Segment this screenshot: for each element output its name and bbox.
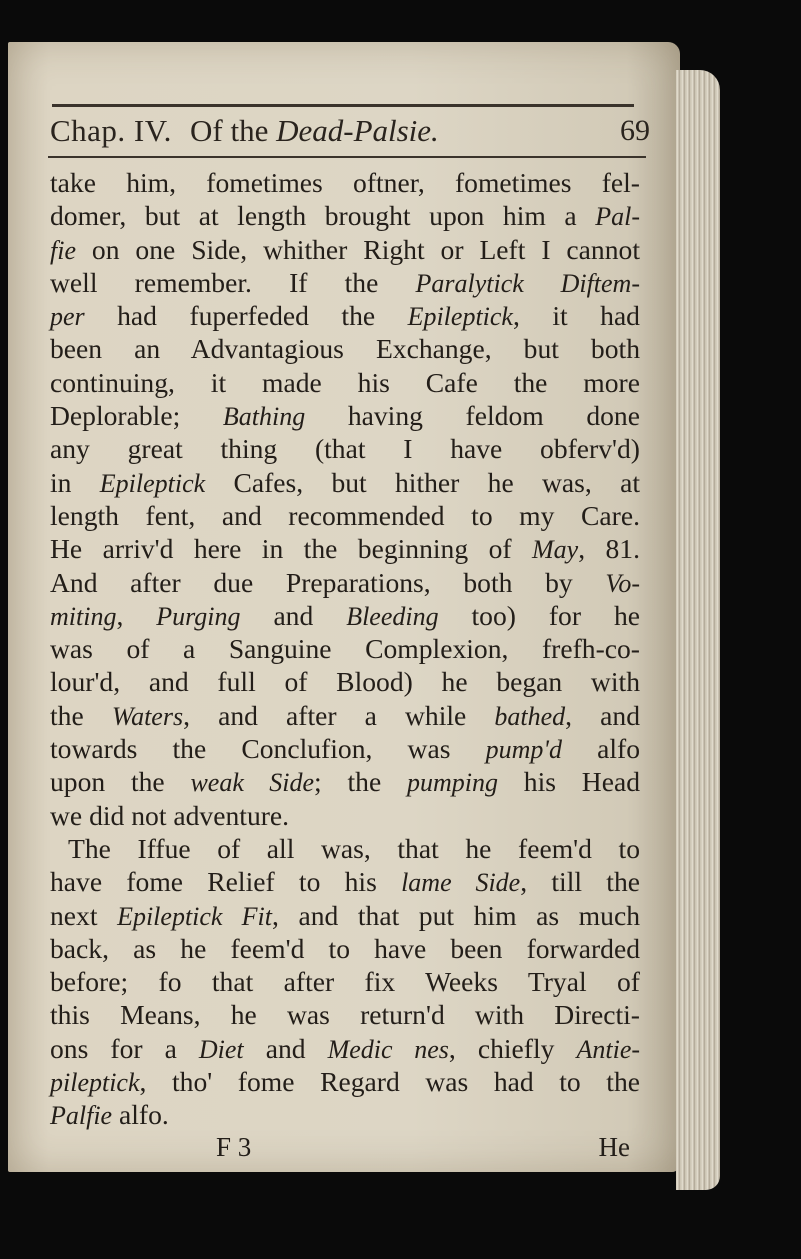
text-line xyxy=(50,632,640,665)
text-segment: towards the Conclufion, was xyxy=(50,733,486,765)
text-line xyxy=(50,299,640,332)
text-line xyxy=(50,466,640,499)
page-number: 69 xyxy=(620,114,650,147)
text-segment: the xyxy=(50,699,112,731)
text-segment: , it had xyxy=(512,300,640,332)
italic-segment: Epileptick xyxy=(407,302,513,332)
text-segment: his Head xyxy=(498,766,640,798)
italic-segment: pump'd xyxy=(485,735,562,765)
italic-segment: Paralytick Diftem- xyxy=(415,268,640,298)
text-segment: , and after a while xyxy=(183,699,495,731)
italic-segment: Purging xyxy=(156,601,241,631)
title-italic: Dead-Palsie. xyxy=(276,113,439,148)
text-segment: ; the xyxy=(314,766,407,798)
text-segment: ons for a xyxy=(50,1032,199,1064)
text-segment: well remember. If the xyxy=(50,266,416,298)
text-segment: alfo xyxy=(561,733,640,765)
header-rule-bottom xyxy=(48,156,646,158)
text-segment: domer, but at length brought upon him a xyxy=(50,200,596,232)
text-line xyxy=(50,399,640,432)
header-rule-top xyxy=(52,104,634,107)
text-line xyxy=(50,998,640,1031)
text-segment: before; fo that after fix Weeks Tryal of xyxy=(50,966,640,998)
text-segment: , chiefly xyxy=(448,1032,577,1064)
text-line xyxy=(50,166,640,199)
text-line xyxy=(50,1065,640,1098)
body-text xyxy=(50,166,640,1132)
italic-segment: miting xyxy=(50,601,117,631)
text-line xyxy=(50,432,640,465)
text-segment: and xyxy=(243,1032,328,1064)
text-segment: length fent, and recommended to my Care. xyxy=(50,499,640,531)
text-line xyxy=(50,233,640,266)
text-segment: , till the xyxy=(520,866,640,898)
italic-segment: Bathing xyxy=(222,402,306,432)
text-line xyxy=(50,266,640,299)
italic-segment: Diet xyxy=(198,1034,244,1064)
page-edges xyxy=(676,70,720,1190)
text-segment: on one Side, whither Right or Left I cannot xyxy=(76,233,640,265)
text-line xyxy=(50,532,640,565)
text-line xyxy=(50,366,640,399)
text-segment: And after due Preparations, both by xyxy=(50,566,606,598)
text-segment: and xyxy=(240,599,347,631)
italic-segment: Waters xyxy=(111,701,184,731)
italic-segment: fie xyxy=(50,235,76,265)
text-line xyxy=(50,765,640,798)
text-segment: back, as he feem'd to have been forwarded xyxy=(50,932,640,964)
italic-segment: Medic nes xyxy=(327,1034,449,1064)
italic-segment: Antie- xyxy=(576,1034,641,1064)
text-line xyxy=(50,799,640,832)
text-segment: , and xyxy=(565,699,641,731)
text-line xyxy=(50,865,640,898)
text-line xyxy=(50,699,640,732)
text-segment: He arriv'd here in the beginning of xyxy=(50,533,532,565)
text-line xyxy=(50,499,640,532)
text-line xyxy=(50,332,640,365)
text-segment: this Means, he was return'd with Directi- xyxy=(50,999,640,1031)
text-segment: next xyxy=(50,899,118,931)
text-line xyxy=(50,599,640,632)
text-line xyxy=(50,1032,640,1065)
text-segment: , 81. xyxy=(578,533,640,565)
italic-segment: weak Side xyxy=(190,768,315,798)
text-line xyxy=(50,199,640,232)
signature-mark: F 3 xyxy=(216,1132,252,1162)
running-header xyxy=(50,108,662,154)
text-segment: too) for he xyxy=(438,599,640,631)
text-line xyxy=(50,665,640,698)
italic-segment: pileptick xyxy=(50,1068,140,1098)
text-segment: upon the xyxy=(50,766,191,798)
text-segment: take him, fometimes oftner, fometimes fel- xyxy=(50,167,640,198)
italic-segment: Vo- xyxy=(605,568,640,598)
italic-segment: Pal- xyxy=(595,202,640,232)
text-line xyxy=(50,932,640,965)
text-line xyxy=(50,899,640,932)
running-title xyxy=(190,108,439,154)
text-segment: The Iffue of all was, that he feem'd to xyxy=(68,832,640,864)
text-segment: any great thing (that I have obferv'd) xyxy=(50,433,640,465)
page-footer xyxy=(50,1132,640,1166)
italic-segment: Bleeding xyxy=(346,601,439,631)
text-segment: have fome Relief to his xyxy=(50,866,402,898)
italic-segment: lame Side xyxy=(401,868,521,898)
chapter-label: Chap. IV. xyxy=(50,113,172,148)
italic-segment: Epileptick Fit xyxy=(117,901,272,931)
text-segment: Deplorable; xyxy=(50,400,223,432)
italic-segment: bathed xyxy=(494,701,566,731)
text-segment: we did not adventure. xyxy=(50,799,290,831)
italic-segment: May xyxy=(531,535,579,565)
text-segment: been an Advantagious Exchange, but both xyxy=(50,333,640,365)
italic-segment: per xyxy=(50,302,85,332)
italic-segment: Palfie xyxy=(50,1101,113,1131)
catchword: He xyxy=(598,1132,630,1162)
text-line xyxy=(50,965,640,998)
text-segment: having feldom done xyxy=(305,400,640,432)
text-segment: lour'd, and full of Blood) he began with xyxy=(50,666,640,698)
text-segment: Cafes, but hither he was, at xyxy=(205,466,640,498)
text-segment: was of a Sanguine Complexion, frefh-co- xyxy=(50,633,640,665)
text-segment: had fuperfeded the xyxy=(84,300,408,332)
title-prefix: Of the xyxy=(190,113,269,148)
text-segment: continuing, it made his Cafe the more xyxy=(50,366,640,398)
text-line xyxy=(50,1098,640,1131)
text-line xyxy=(50,566,640,599)
text-segment: , xyxy=(116,599,157,631)
text-line xyxy=(50,832,640,865)
text-segment: in xyxy=(50,466,100,498)
text-line xyxy=(50,732,640,765)
text-segment: alfo. xyxy=(112,1099,169,1131)
italic-segment: pumping xyxy=(407,768,498,798)
text-segment: , and that put him as much xyxy=(271,899,640,931)
text-segment: , tho' fome Regard was had to the xyxy=(139,1066,640,1098)
italic-segment: Epileptick xyxy=(99,468,206,498)
